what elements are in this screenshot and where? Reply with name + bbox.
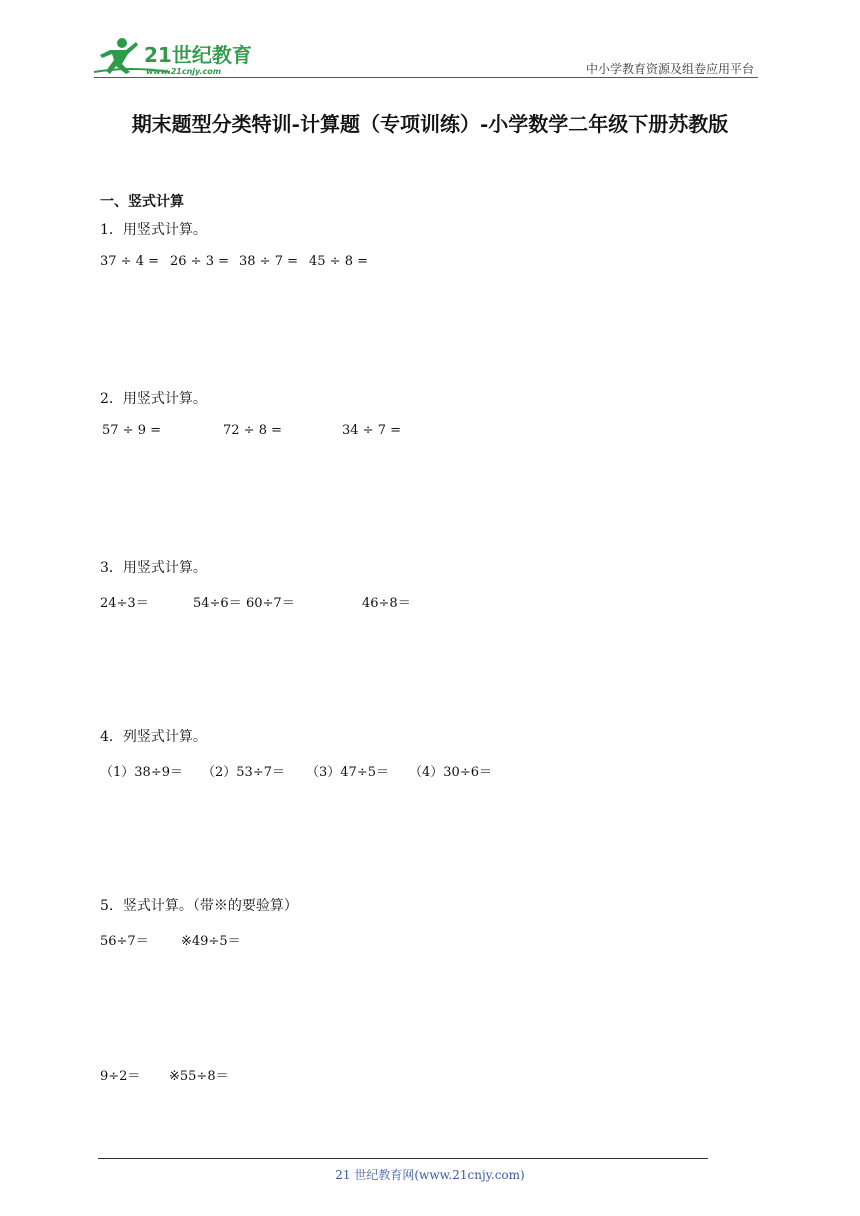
question-1-label: 1．用竖式计算。 — [100, 222, 207, 238]
footer-link[interactable]: 21 世纪教育网(www.21cnjy.com) — [335, 1168, 525, 1182]
question-3-label: 3．用竖式计算。 — [100, 560, 207, 576]
question-3-expr-1: 24÷3＝ — [100, 596, 149, 611]
site-logo — [92, 36, 262, 78]
question-2-label: 2．用竖式计算。 — [100, 391, 207, 407]
question-2-expr-1: 57 ÷ 9 = — [102, 423, 161, 438]
footer-divider — [98, 1158, 708, 1159]
question-1-expr-3: 38 ÷ 7 = — [239, 254, 298, 269]
question-5-label: 5．竖式计算。（带※的要验算） — [100, 898, 298, 914]
question-2-expr-3: 34 ÷ 7 = — [342, 423, 401, 438]
question-3-expr-3: 60÷7＝ — [246, 596, 295, 611]
question-5-expr-4: ※55÷8＝ — [169, 1069, 229, 1084]
document-title: 期末题型分类特训-计算题（专项训练）-小学数学二年级下册苏教版 — [131, 112, 729, 136]
question-4-expr-2: （2）53÷7＝ — [202, 765, 285, 780]
question-4-expr-3: （3）47÷5＝ — [306, 765, 389, 780]
header-divider — [94, 77, 758, 78]
question-2-expr-2: 72 ÷ 8 = — [223, 423, 282, 438]
question-1-expr-2: 26 ÷ 3 = — [170, 254, 229, 269]
header-platform-text: 中小学教育资源及组卷应用平台 — [585, 62, 754, 76]
question-3-expr-4: 46÷8＝ — [362, 596, 411, 611]
question-4-label: 4．列竖式计算。 — [100, 729, 207, 745]
section-heading: 一、竖式计算 — [100, 194, 184, 210]
logo-url: www.21cnjy.com — [146, 67, 222, 76]
question-5-expr-3: 9÷2＝ — [100, 1069, 141, 1084]
logo-text: 21世纪教育 — [144, 43, 252, 67]
question-5-expr-1: 56÷7＝ — [100, 934, 149, 949]
question-5-expr-2: ※49÷5＝ — [181, 934, 241, 949]
question-4-expr-1: （1）38÷9＝ — [100, 765, 183, 780]
question-1-expr-1: 37 ÷ 4 = — [100, 254, 159, 269]
question-1-expr-4: 45 ÷ 8 = — [309, 254, 368, 269]
question-3-expr-2: 54÷6＝ — [193, 596, 242, 611]
question-4-expr-4: （4）30÷6＝ — [409, 765, 492, 780]
